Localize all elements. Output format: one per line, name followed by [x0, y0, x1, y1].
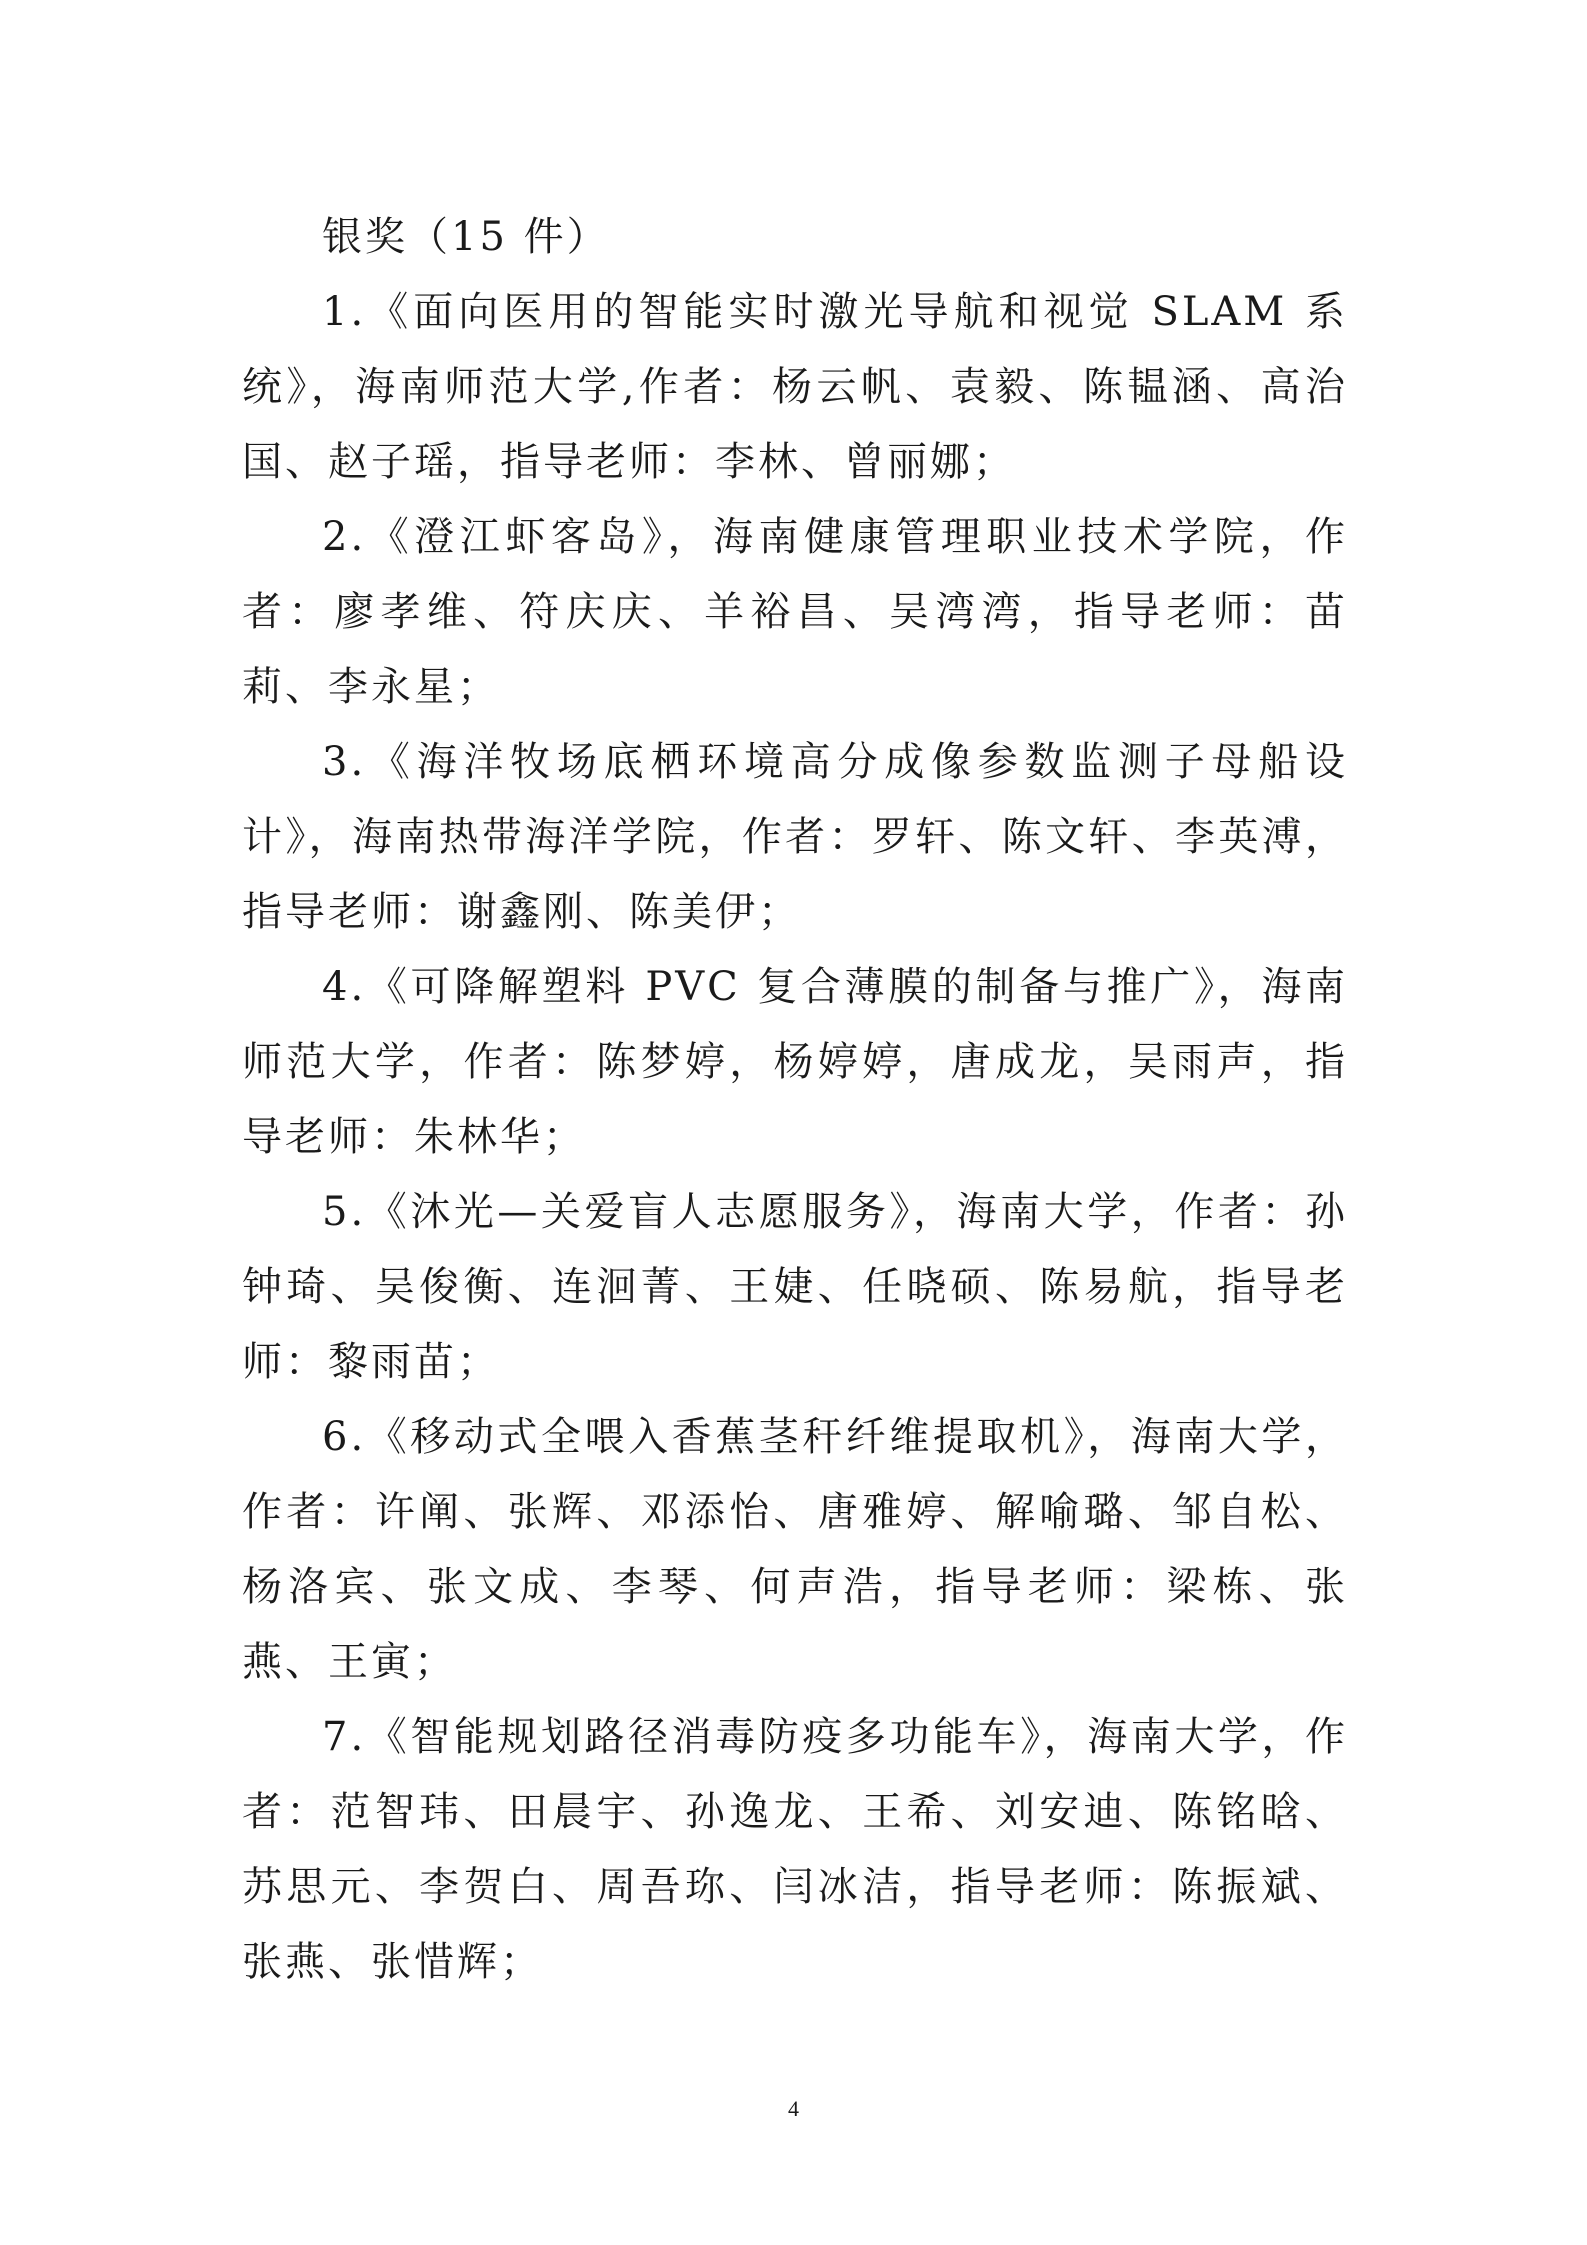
award-item-4: 4.《可降解塑料 PVC 复合薄膜的制备与推广》，海南师范大学，作者：陈梦婷，杨婷婷，唐成龙，吴雨声，指导老师：朱林华；: [242, 964, 1348, 1160]
page-number: 4: [788, 2096, 799, 2121]
award-item-2: 2.《澄江虾客岛》，海南健康管理职业技术学院，作者：廖孝维、符庆庆、羊裕昌、吴湾湾，指导老师：苗莉、李永星；: [242, 514, 1348, 710]
award-item-1: 1.《面向医用的智能实时激光导航和视觉 SLAM 系统》，海南师范大学,作者：杨云帆、袁毅、陈韫涵、高治国、赵子瑶，指导老师：李林、曾丽娜；: [242, 289, 1348, 485]
section-heading: 银奖（15 件）: [322, 214, 610, 260]
award-item-7: 7.《智能规划路径消毒防疫多功能车》，海南大学，作者：范智玮、田晨宇、孙逸龙、王希、刘安迪、陈铭晗、苏思元、李贺白、周吾珎、闫冰洁，指导老师：陈振斌、张燕、张惜辉；: [242, 1714, 1348, 1985]
award-item-6: 6.《移动式全喂入香蕉茎秆纤维提取机》，海南大学，作者：许阐、张辉、邓添怡、唐雅婷、解喻璐、邹自松、杨洛宾、张文成、李琴、何声浩，指导老师：梁栋、张燕、王寅；: [242, 1414, 1348, 1685]
award-item-5: 5.《沐光—关爱盲人志愿服务》，海南大学，作者：孙钟琦、吴俊衡、连洄菁、王婕、任晓硕、陈易航，指导老师：黎雨苗；: [242, 1189, 1348, 1385]
award-item-3: 3.《海洋牧场底栖环境高分成像参数监测子母船设计》，海南热带海洋学院，作者：罗轩、陈文轩、李英溥，指导老师：谢鑫刚、陈美伊；: [242, 739, 1348, 935]
document-body: [242, 200, 1348, 2000]
